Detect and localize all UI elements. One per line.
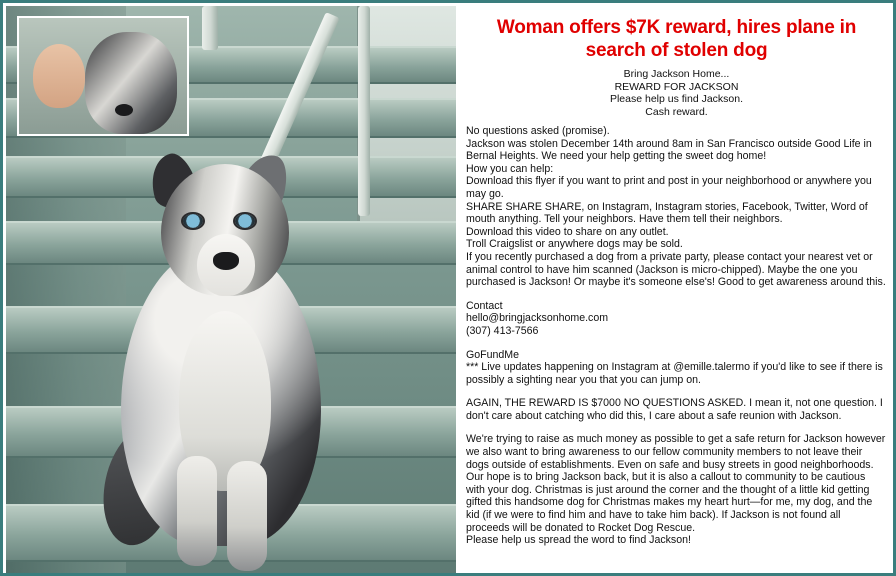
gofundme-label[interactable]: GoFundMe — [466, 348, 519, 361]
contact-email[interactable]: hello@bringjacksonhome.com — [466, 312, 609, 325]
dog-eye — [235, 214, 255, 228]
flyer-header-line-2: REWARD FOR JACKSON — [614, 80, 739, 93]
flyer-header-line-4: Cash reward. — [645, 105, 708, 118]
contact-label: Contact — [466, 299, 503, 312]
flyer-header-line-1: Bring Jackson Home... — [623, 68, 730, 80]
dog-nose — [213, 252, 239, 270]
article-headline: Woman offers $7K reward, hires plane in search of stolen dog — [496, 17, 857, 61]
selfie-dog — [85, 32, 177, 134]
paragraph-reward-restate: AGAIN, THE REWARD IS $7000 NO QUESTIONS ASKED. I mean it, not one question. I don't care about catching who did this, I care about a safe reunion with Jackson. — [466, 397, 883, 422]
inset-selfie-photo — [17, 16, 189, 136]
paragraph-download-flyer: Download this flyer if you want to print and post in your neighborhood or anywhere you may go. — [466, 175, 872, 200]
dog-leg — [227, 461, 267, 571]
flyer-header-line-3: Please help us find Jackson. — [609, 93, 744, 105]
contact-phone[interactable]: (307) 413-7566 — [466, 324, 539, 337]
dog-leg — [177, 456, 217, 566]
paragraph-stolen-details: Jackson was stolen December 14th around 8am in San Francisco outside Good Life in Bernal Heights. We need your help getting the sweet dog home! — [466, 137, 872, 163]
selfie-dog-nose — [115, 104, 133, 116]
flyer-body — [466, 125, 887, 547]
flyer-text-column — [458, 6, 893, 576]
dog-eye — [183, 214, 203, 228]
paragraph-closing: Please help us spread the word to find Jackson! — [466, 534, 691, 547]
handrail-post — [358, 6, 370, 216]
paragraph-how-to-help: How you can help: — [466, 162, 554, 175]
paragraph-microchip: If you recently purchased a dog from a private party, please contact your nearest vet or animal control to have him scanned (Jackson is micro-chipped). Maybe the one you purchased is Jackson! Or maybe it's someone else's! Good to get awareness around this. — [466, 250, 886, 289]
main-photo — [6, 6, 456, 576]
flyer-header — [466, 68, 887, 118]
paragraph-share: SHARE SHARE SHARE, on Instagram, Instagram stories, Facebook, Twitter, Word of mouth anything. Tell your neighbors. Have them tell their neighbors. — [466, 200, 868, 226]
paragraph-download-video: Download this video to share on any outlet. — [466, 225, 669, 238]
paragraph-hope: Our hope is to bring Jackson back, but it is also a callout to community to be cautious with your dog. Christmas is just around the corner and the thought of a little kid getting gifted this handsome dog for Christmas makes my heart hurt—for me, my dog, and the kid (if we were to find him and have to take him back). If Jackson is not found all proceeds will be donated to Rocket Dog Rescue. — [466, 471, 873, 534]
paragraph-no-questions: No questions asked (promise). — [466, 125, 610, 137]
paragraph-live-updates: *** Live updates happening on Instagram at @emille.talermo if you'd like to see if there is possibly a sighting near you that you can jump on. — [466, 361, 883, 386]
paragraph-mission: We're trying to raise as much money as possible to get a safe return for Jackson however we also want to bring awareness to our fellow community members to not leave their dogs outside of establishments. Even on safe and busy streets in good neighborhoods. — [466, 433, 886, 471]
paragraph-craigslist: Troll Craigslist or anywhere dogs may be sold. — [466, 238, 683, 251]
handrail-post — [202, 6, 218, 50]
selfie-face — [33, 44, 85, 108]
dog-jackson — [101, 126, 356, 566]
